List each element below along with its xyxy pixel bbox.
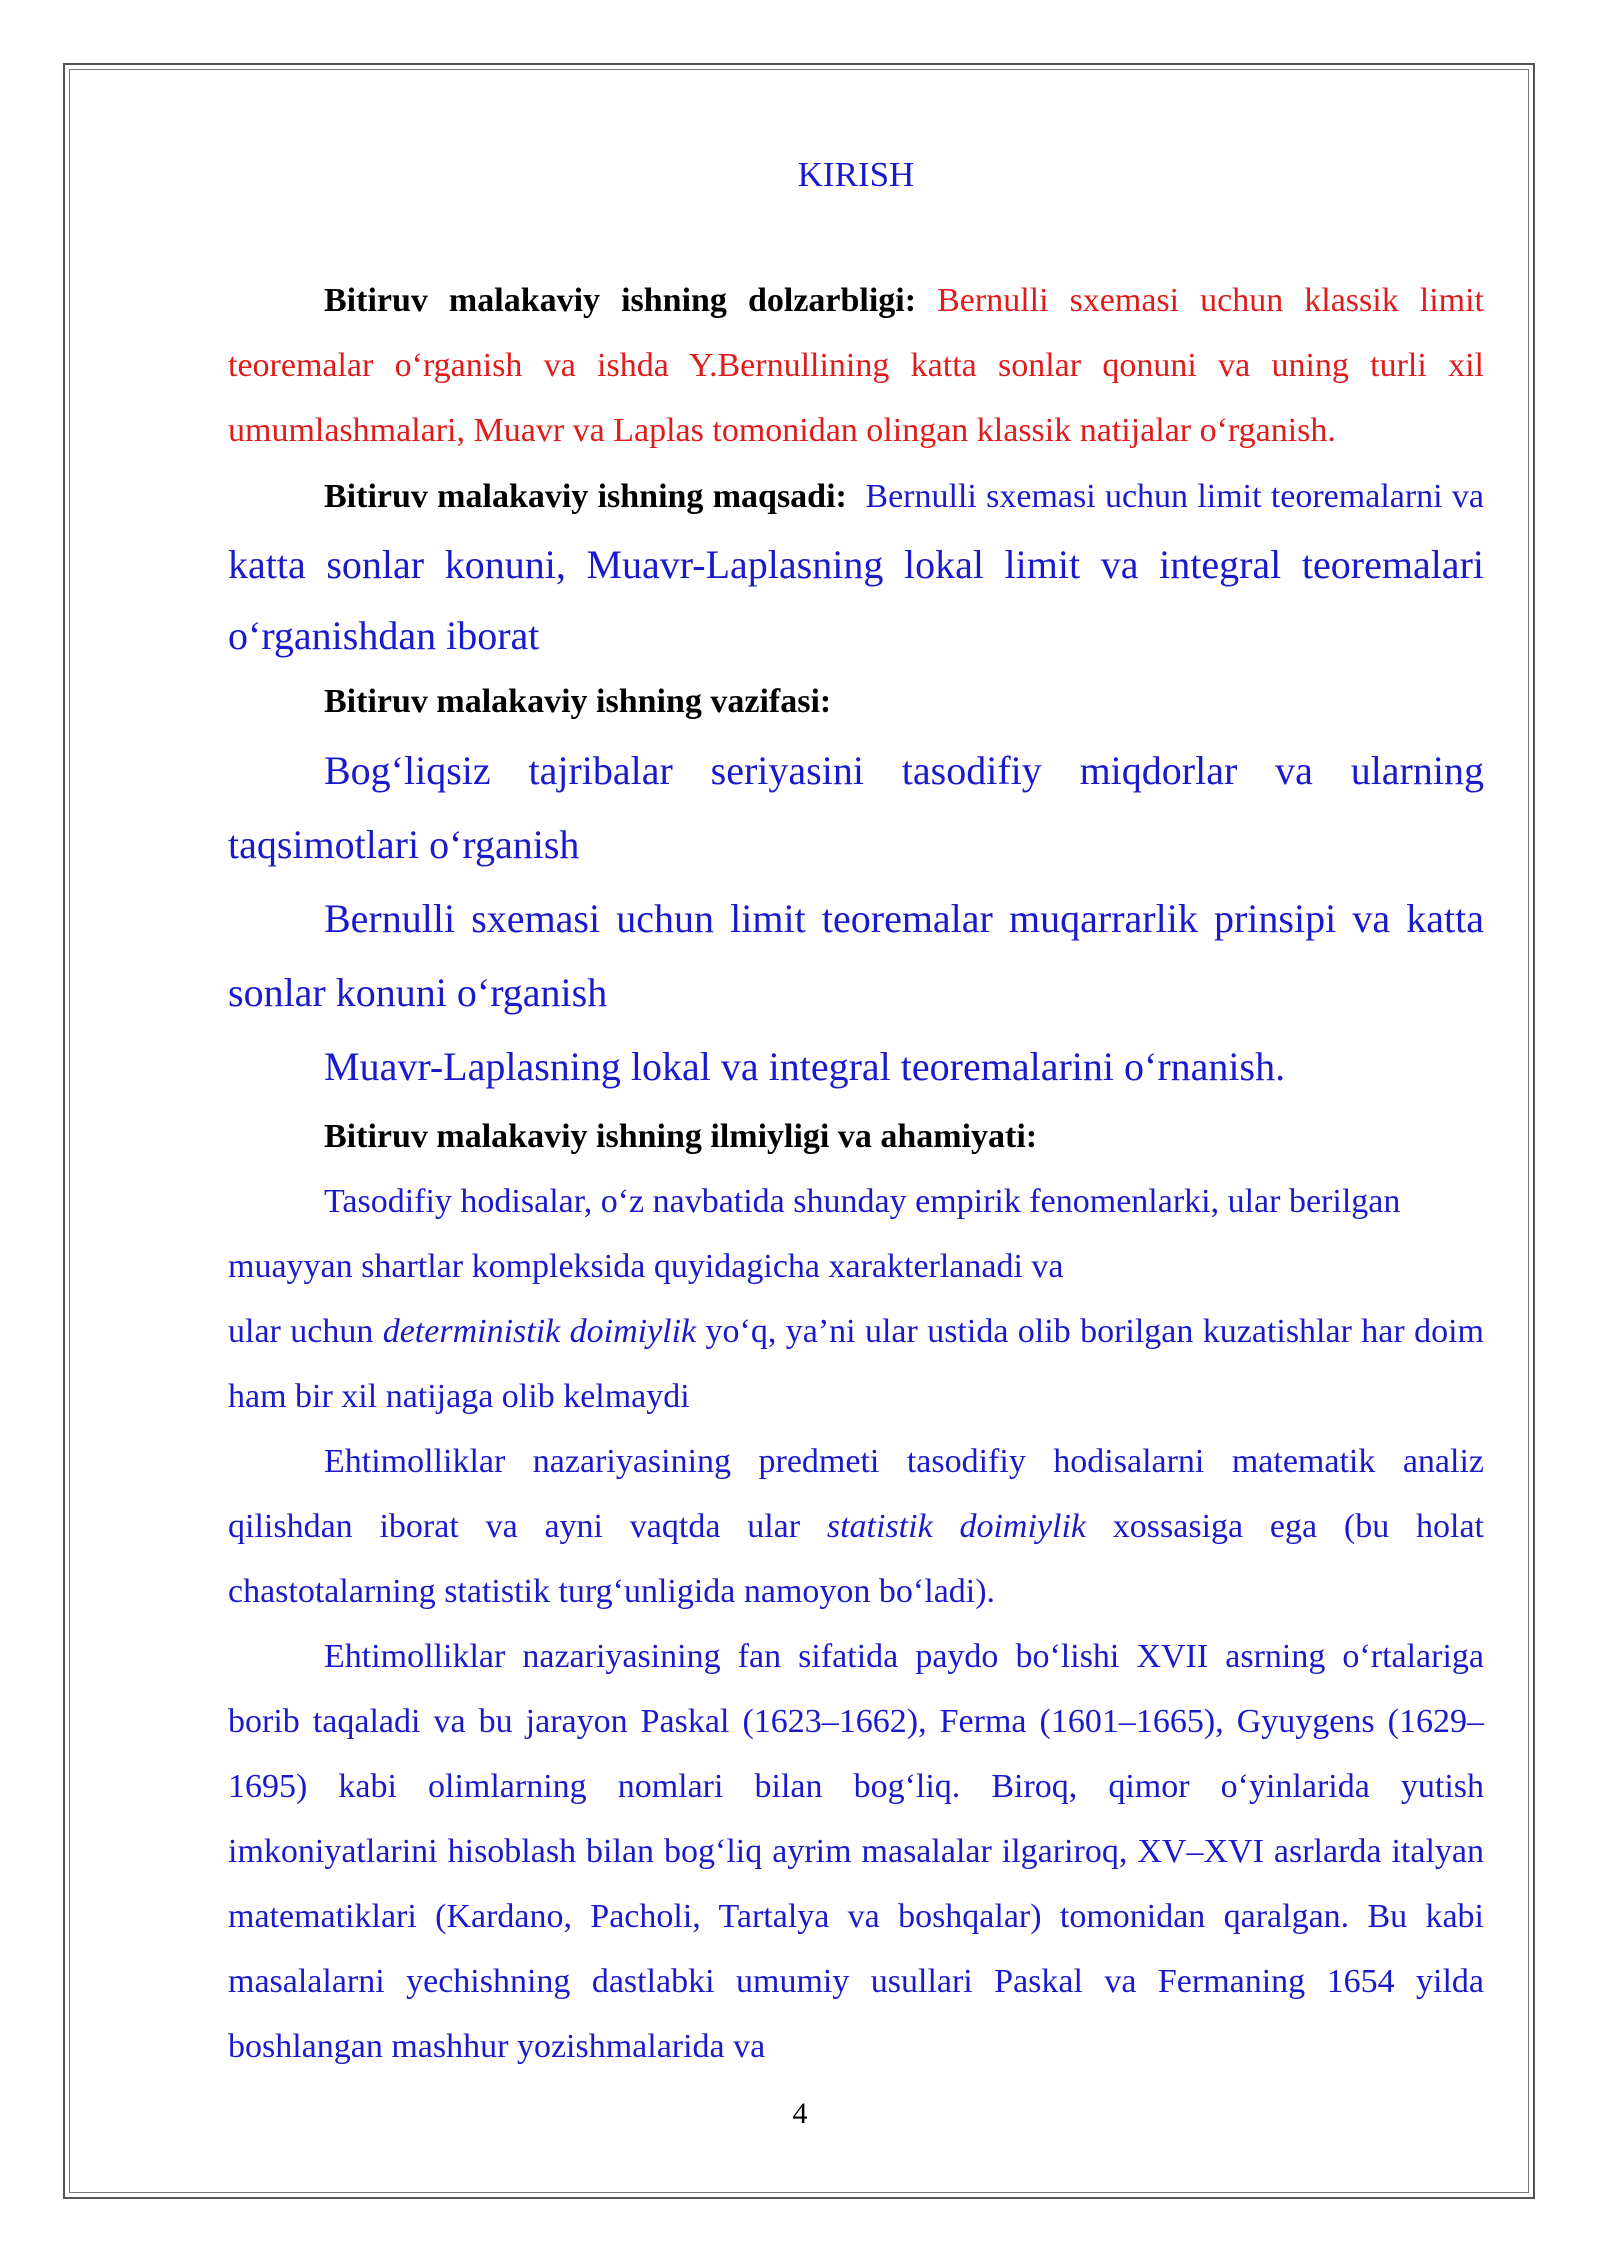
paragraph-ilmiylik-3: Ehtimolliklar nazariyasining fan sifatida paydo bo‘lishi XVII asrning o‘rtalariga borib taqaladi va bu jarayon Paskal (1623–1662), Ferma (1601–1665), Gyuygens (1629–1695) kabi olimlarning nomlari bilan bog‘liq. Biroq, qimor o‘yinlarida yutish imkoniyatlarini hisoblash bilan bog‘liq ayrim masalalar ilgariroq, XV–XVI asrlarda italyan matematiklari (Kardano, Pacholi, Tartalya va boshqalar) tomonidan qaralgan. Bu kabi masalalarni yechishning dastlabki umumiy usullari Paskal va Fermaning 1654 yilda boshlangan mashhur yozishmalarida va [228,1638,1484,2065]
heading-dolzarblik: Bitiruv malakaviy ishning dolzarbligi: [324,282,917,319]
paragraph-ilmiylik-heading [228,1104,1484,1169]
text-ilmiylik-1-pre: ular uchun [228,1313,383,1350]
text-ilmiylik-2-italic: statistik doimiylik [826,1508,1086,1545]
paragraph-ilmiylik-2 [228,1429,1484,1624]
text-maqsad-small: Bernulli sxemasi uchun limit teoremalarni va [846,478,1493,515]
paragraph-ilmiylik-1b [228,1299,1484,1429]
heading-ilmiylik: Bitiruv malakaviy ishning ilmiyligi va ahamiyati: [324,1118,1038,1155]
paragraph-ilmiylik-1a: Tasodifiy hodisalar, o‘z navbatida shunday empirik fenomenlarki, ular berilgan muayyan shartlar kompleksida quyidagicha xarakterlanadi va [228,1183,1401,1285]
paragraph-dolzarblik [228,268,1484,463]
page-title: KIRISH [797,155,915,194]
text-ilmiylik-2-pre: Ehtimolliklar nazariyasining predmeti tasodifiy hodisalarni matematik analiz qilishdan iborat va ayni vaqtda ular [228,1443,1484,1545]
text-ilmiylik-2-post: xossasiga ega (bu holat chastotalarning statistik turg‘unligida namoyon bo‘ladi). [228,1508,1484,1610]
paragraph-vazifa-heading [228,669,1484,734]
text-ilmiylik-1-post: yo‘q, ya’ni ular ustida olib borilgan kuzatishlar har doim ham bir xil natijaga olib kelmaydi [228,1313,1484,1415]
vazifa-item-3: Muavr-Laplasning lokal va integral teoremalarini o‘rnanish. [324,1044,1286,1089]
text-ilmiylik-1-italic: deterministik doimiylik [382,1313,697,1350]
vazifa-item-1: Bog‘liqsiz tajribalar seriyasini tasodifiy miqdorlar va ularning taqsimotlari o‘rganish [228,748,1484,867]
document-body [228,148,1493,2079]
text-maqsad-large: katta sonlar konuni, Muavr-Laplasning lokal limit va integral teoremalari o‘rganishdan iborat [228,542,1484,658]
heading-maqsad: Bitiruv malakaviy ishning maqsadi: [324,478,847,515]
heading-vazifa: Bitiruv malakaviy ishning vazifasi: [324,683,832,720]
vazifa-item-2: Bernulli sxemasi uchun limit teoremalar muqarrarlik prinsipi va katta sonlar konuni o‘rganish [228,896,1484,1015]
text-dolzarblik: Bernulli sxemasi uchun klassik limit teoremalar o‘rganish va ishda Y.Bernullining katta sonlar qonuni va uning turli xil umumlashmalari, Muavr va Laplas tomonidan olingan klassik natijalar o‘rganish. [228,282,1484,449]
page-number: 4 [792,2097,808,2130]
paragraph-maqsad [228,463,1493,673]
